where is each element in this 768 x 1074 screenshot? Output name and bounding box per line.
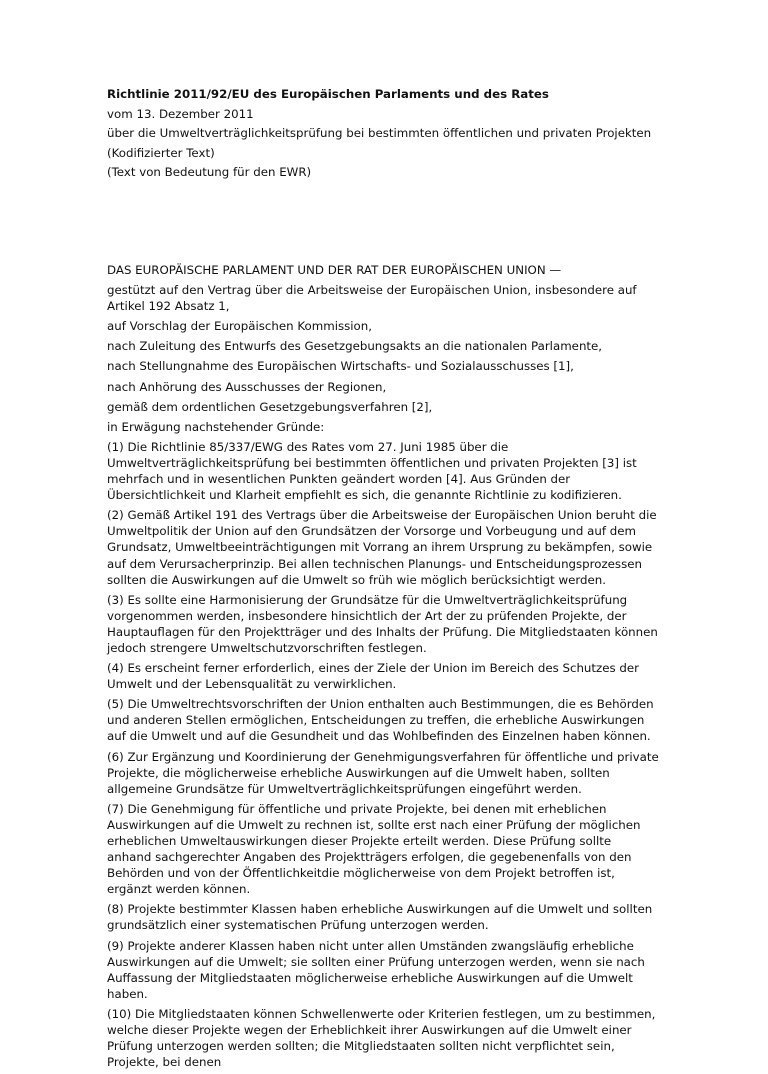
citation-paragraph: nach Zuleitung des Entwurfs des Gesetzgebungsakts an die nationalen Parlamente, — [107, 339, 603, 354]
recital-paragraph: (4) Es erscheint ferner erforderlich, eines der Ziele der Union im Bereich des Schutzes der Umwelt und der Lebensqualität zu verwirklichen. — [107, 661, 639, 692]
codified-note: (Kodifizierter Text) — [107, 145, 215, 160]
recital-paragraph: (1) Die Richtlinie 85/337/EWG des Rates vom 27. Juni 1985 über die Umweltverträglichkeitsprüfung bei bestimmten öffentlichen und privaten Projekten [3] ist mehrfach und in wesentlichen Punkten geändert worden [4]. Aus Gründen der Übersichtlichkeit und Klarheit empfiehlt es sich, die genannte Richtlinie zu kodifizieren. — [107, 439, 637, 503]
recital-paragraph: (2) Gemäß Artikel 191 des Vertrags über die Arbeitsweise der Europäischen Union beruht die Umweltpolitik der Union auf den Grundsätzen der Vorsorge und Vorbeugung und auf dem Grundsatz, Umweltbeeinträchtigungen mit Vorrang an ihrem Ursprung zu bekämpfen, sowie auf dem Verursacherprinzip. Bei allen technischen Planungs- und Entscheidungsprozessen sollten die Auswirkungen auf die Umwelt so früh wie möglich berücksichtigt werden. — [107, 508, 657, 587]
recital-paragraph: (3) Es sollte eine Harmonisierung der Grundsätze für die Umweltverträglichkeitsprüfung vorgenommen werden, insbesondere hinsichtlich der Art der zu prüfenden Projekte, der Hauptauflagen für den Projektträger und des Inhalts der Prüfung. Die Mitgliedstaaten können jedoch strengere Umweltschutzvorschriften festlegen. — [107, 592, 658, 655]
citation-paragraph: nach Anhörung des Ausschusses der Regionen, — [107, 379, 387, 394]
citation-paragraph: gemäß dem ordentlichen Gesetzgebungsverfahren [2], — [107, 399, 433, 414]
recitals-intro: in Erwägung nachstehender Gründe: — [107, 419, 325, 434]
recital-paragraph: (10) Die Mitgliedstaaten können Schwellenwerte oder Kriterien festlegen, um zu bestimmen, welche dieser Projekte wegen der Erheblichkeit ihrer Auswirkungen auf die Umwelt einer Prüfung unterzogen werden sollten; die Mitgliedstaaten sollten nicht verpflichtet sein, Projekte, bei denen — [107, 1006, 656, 1070]
preamble-heading: DAS EUROPÄISCHE PARLAMENT UND DER RAT DER EUROPÄISCHEN UNION — — [107, 263, 562, 277]
document-subject: über die Umweltverträglichkeitsprüfung bei bestimmten öffentlichen und privaten Projekten — [107, 126, 652, 140]
citation-paragraph: gestützt auf den Vertrag über die Arbeitsweise der Europäischen Union, insbesondere auf Artikel 192 Absatz 1, — [107, 283, 637, 314]
citation-paragraph: nach Stellungnahme des Europäischen Wirtschafts- und Sozialausschusses [1], — [107, 359, 574, 374]
document-title: Richtlinie 2011/92/EU des Europäischen Parlaments und des Rates — [107, 87, 549, 101]
document-header — [107, 85, 667, 183]
recital-paragraph: (6) Zur Ergänzung und Koordinierung der Genehmigungsverfahren für öffentliche und private Projekte, die möglicherweise erhebliche Auswirkungen auf die Umwelt haben, sollten allgemeine Grundsätze für Umweltverträglichkeitsprüfungen eingeführt werden. — [107, 749, 659, 796]
recital-paragraph: (9) Projekte anderer Klassen haben nicht unter allen Umständen zwangsläufig erhebliche Auswirkungen auf die Umwelt; sie sollten einer Prüfung unterzogen werden, wenn sie nach Auffassung der Mitgliedstaaten möglicherweise erhebliche Auswirkungen auf die Umwelt haben. — [107, 938, 645, 1001]
recital-paragraph: (7) Die Genehmigung für öffentliche und private Projekte, bei denen mit erheblichen Auswirkungen auf die Umwelt zu rechnen ist, sollte erst nach einer Prüfung der möglichen erheblichen Umweltauswirkungen dieser Projekte erteilt werden. Diese Prüfung sollte anhand sachgerechter Angaben des Projektträgers erfolgen, die gegebenenfalls von den Behörden und von der Öffentlichkeitdie möglicherweise von dem Projekt betroffen ist, ergänzt werden können. — [107, 801, 641, 897]
eea-note: (Text von Bedeutung für den EWR) — [107, 165, 312, 179]
citation-paragraph: auf Vorschlag der Europäischen Kommission, — [107, 319, 372, 334]
recital-paragraph: (5) Die Umweltrechtsvorschriften der Union enthalten auch Bestimmungen, die es Behörden und anderen Stellen ermöglichen, Entscheidungen zu treffen, die erhebliche Auswirkungen auf die Umwelt und auf die Gesundheit und das Wohlbefinden des Einzelnen haben können. — [107, 697, 654, 744]
document-body — [107, 262, 659, 1074]
recital-paragraph: (8) Projekte bestimmter Klassen haben erhebliche Auswirkungen auf die Umwelt und sollten grundsätzlich einer systematischen Prüfung unterzogen werden. — [107, 902, 653, 933]
document-date: vom 13. Dezember 2011 — [107, 106, 254, 121]
